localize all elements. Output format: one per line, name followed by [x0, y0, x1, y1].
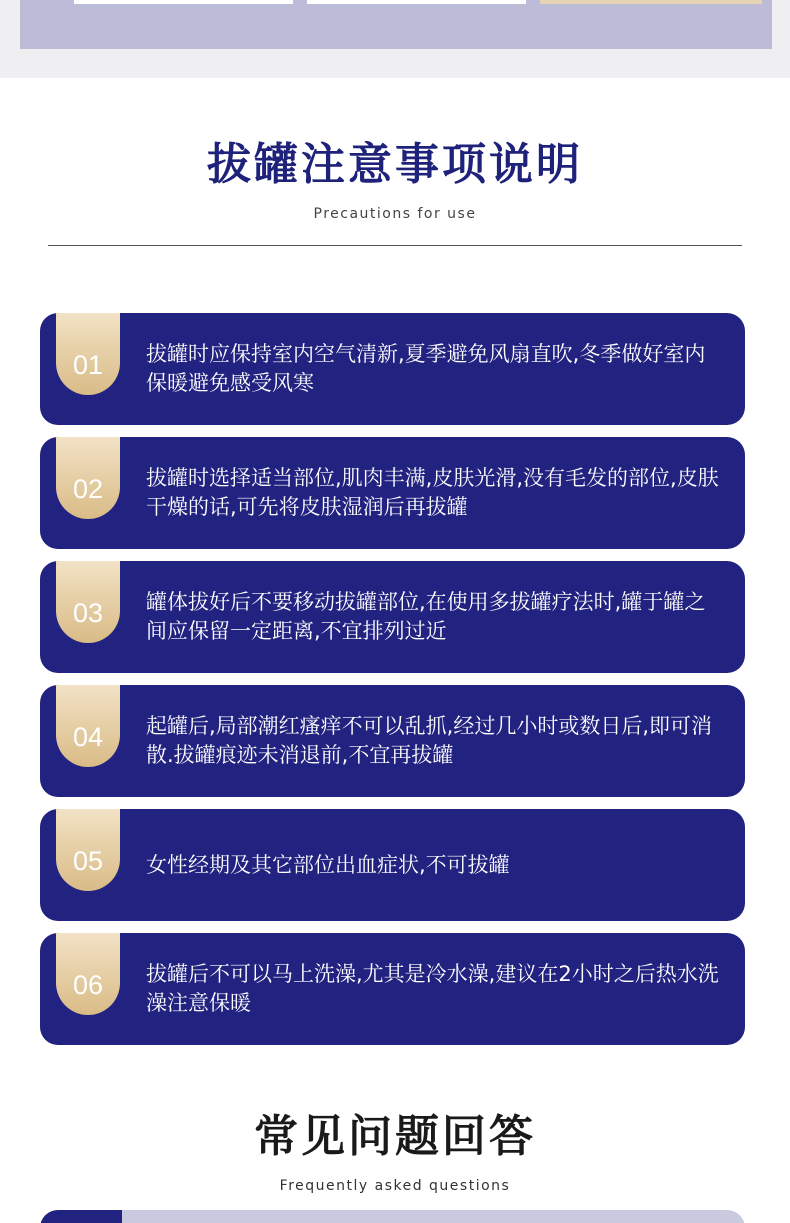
item-text: 拔罐时选择适当部位,肌肉丰满,皮肤光滑,没有毛发的部位,皮肤干燥的话,可先将皮肤湿润后再拔罐 — [146, 466, 719, 519]
item-text: 罐体拔好后不要移动拔罐部位,在使用多拔罐疗法时,罐于罐之间应保留一定距离,不宜排列过近 — [146, 590, 706, 643]
top-tab-1 — [74, 0, 293, 4]
divider — [48, 245, 742, 246]
number-tab — [56, 933, 120, 1015]
item-text: 拔罐时应保持室内空气清新,夏季避免风扇直吹,冬季做好室内保暖避免感受风寒 — [146, 342, 706, 395]
top-section-background — [0, 0, 790, 78]
faq-card-accent — [40, 1210, 122, 1223]
number-tab — [56, 313, 120, 395]
precaution-card-03 — [40, 561, 745, 673]
item-text: 拔罐后不可以马上洗澡,尤其是冷水澡,建议在2小时之后热水洗澡注意保暖 — [146, 962, 719, 1015]
item-number: 06 — [72, 970, 104, 1000]
precaution-card-01 — [40, 313, 745, 425]
faq-card-partial — [40, 1210, 745, 1223]
precaution-card-02 — [40, 437, 745, 549]
item-number: 01 — [72, 350, 104, 380]
precautions-title: 拔罐注意事项说明 — [207, 139, 583, 190]
item-number: 03 — [72, 598, 104, 628]
precaution-card-06 — [40, 933, 745, 1045]
top-tab-3 — [540, 0, 762, 4]
precautions-subtitle: Precautions for use — [313, 206, 477, 222]
number-tab — [56, 561, 120, 643]
number-tab — [56, 809, 120, 891]
faq-subtitle: Frequently asked questions — [279, 1178, 511, 1194]
item-text: 起罐后,局部潮红瘙痒不可以乱抓,经过几小时或数日后,即可消散.拔罐痕迹未消退前,不宜再拔罐 — [146, 714, 713, 767]
item-number: 02 — [72, 474, 104, 504]
number-tab — [56, 437, 120, 519]
number-tab — [56, 685, 120, 767]
faq-title: 常见问题回答 — [254, 1111, 536, 1162]
top-panel — [20, 0, 772, 49]
item-number: 05 — [72, 846, 104, 876]
item-text: 女性经期及其它部位出血症状,不可拔罐 — [146, 852, 510, 877]
top-tab-2 — [307, 0, 526, 4]
precaution-card-05 — [40, 809, 745, 921]
precaution-card-04 — [40, 685, 745, 797]
item-number: 04 — [72, 722, 104, 752]
